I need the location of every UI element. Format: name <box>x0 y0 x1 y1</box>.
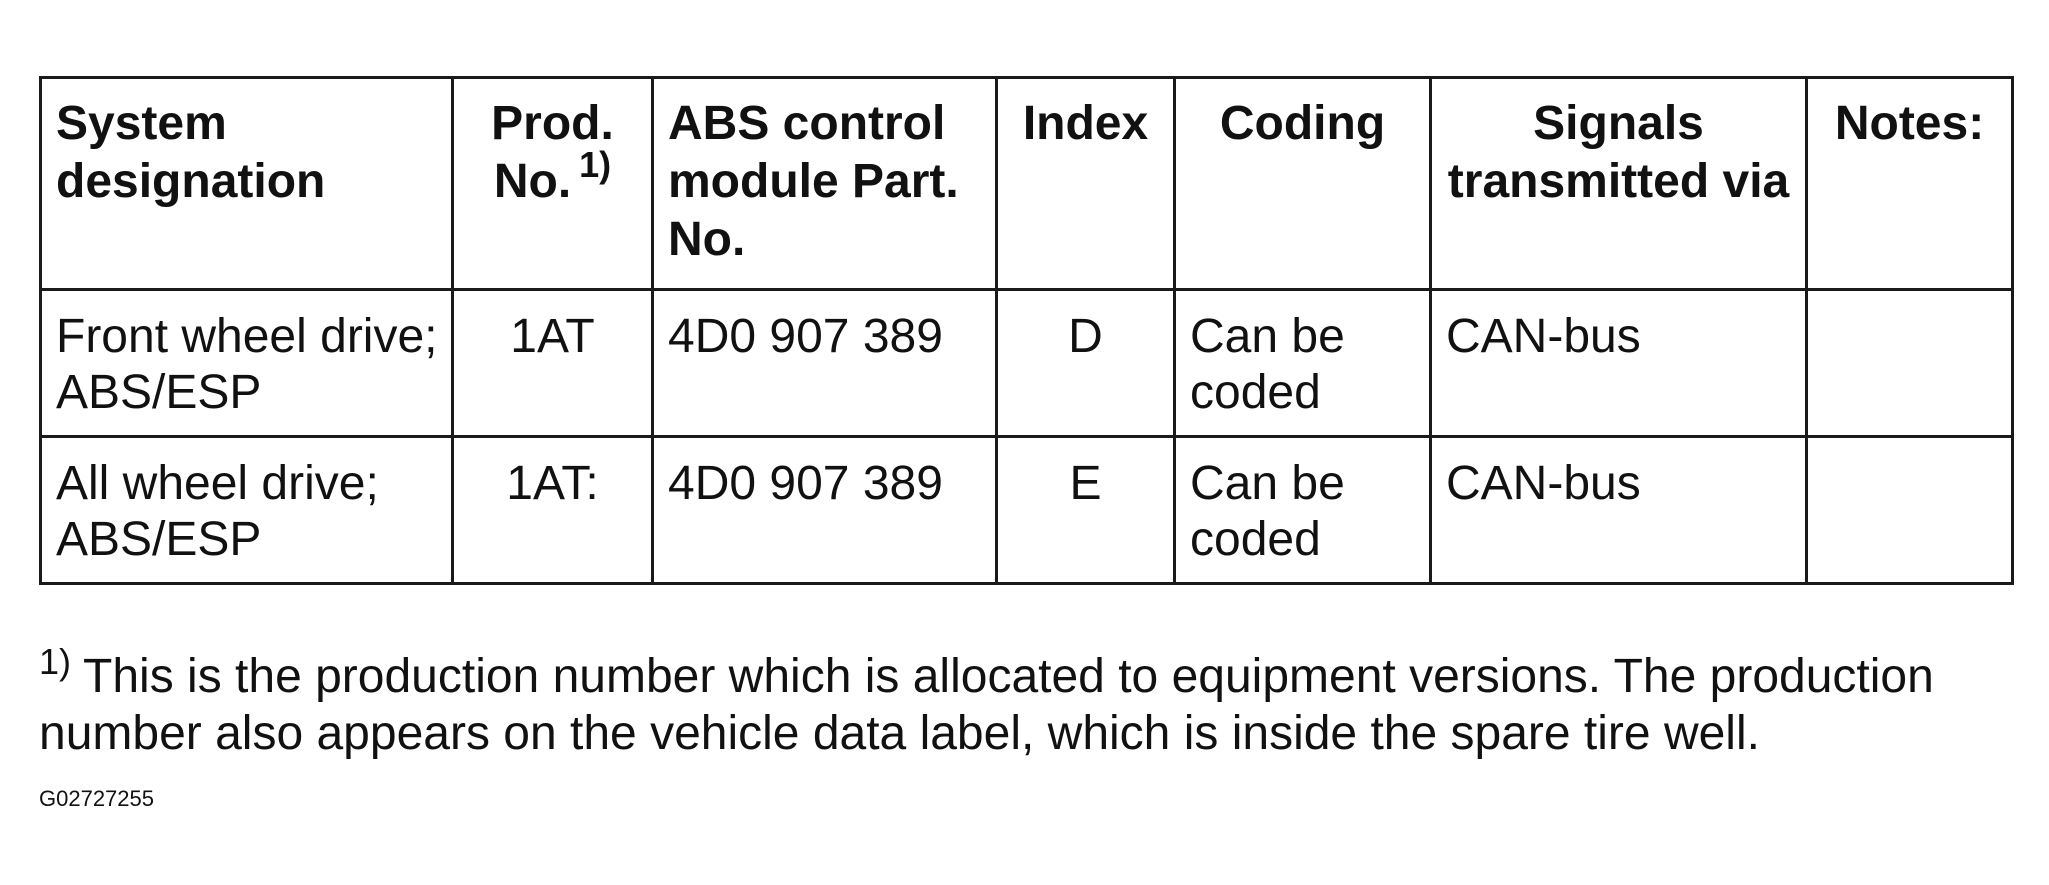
footnote-text: This is the production number which is allocated to equipment versions. The production number also appears on the vehicle data label, which is inside the spare tire well. <box>39 650 1934 760</box>
footnote-marker: 1) <box>39 641 72 682</box>
header-notes: Notes: <box>1807 78 2013 290</box>
cell-prod-no: 1AT <box>453 290 653 437</box>
table-row <box>41 290 2013 437</box>
cell-notes <box>1807 437 2013 584</box>
cell-prod-no: 1AT: <box>453 437 653 584</box>
header-system-designation: System designation <box>41 78 453 290</box>
cell-index: D <box>997 290 1175 437</box>
cell-abs-part-no: 4D0 907 389 <box>653 437 997 584</box>
cell-system-designation: Front wheel drive; ABS/ESP <box>41 290 453 437</box>
header-prod-no-label: Prod. No. <box>491 97 614 208</box>
header-index: Index <box>997 78 1175 290</box>
header-row <box>41 78 2013 290</box>
footnote <box>39 641 2029 762</box>
specification-table <box>39 76 2014 585</box>
cell-coding: Can be coded <box>1175 437 1431 584</box>
table-row <box>41 437 2013 584</box>
cell-signals: CAN-bus <box>1431 437 1807 584</box>
cell-system-designation: All wheel drive; ABS/ESP <box>41 437 453 584</box>
cell-notes <box>1807 290 2013 437</box>
cell-coding: Can be coded <box>1175 290 1431 437</box>
header-abs-part-no: ABS control module Part. No. <box>653 78 997 290</box>
footnote-reference: 1) <box>579 144 612 185</box>
header-signals: Signals transmitted via <box>1431 78 1807 290</box>
cell-signals: CAN-bus <box>1431 290 1807 437</box>
cell-index: E <box>997 437 1175 584</box>
figure-id: G02727255 <box>39 786 154 811</box>
header-coding: Coding <box>1175 78 1431 290</box>
header-prod-no <box>453 78 653 290</box>
cell-abs-part-no: 4D0 907 389 <box>653 290 997 437</box>
